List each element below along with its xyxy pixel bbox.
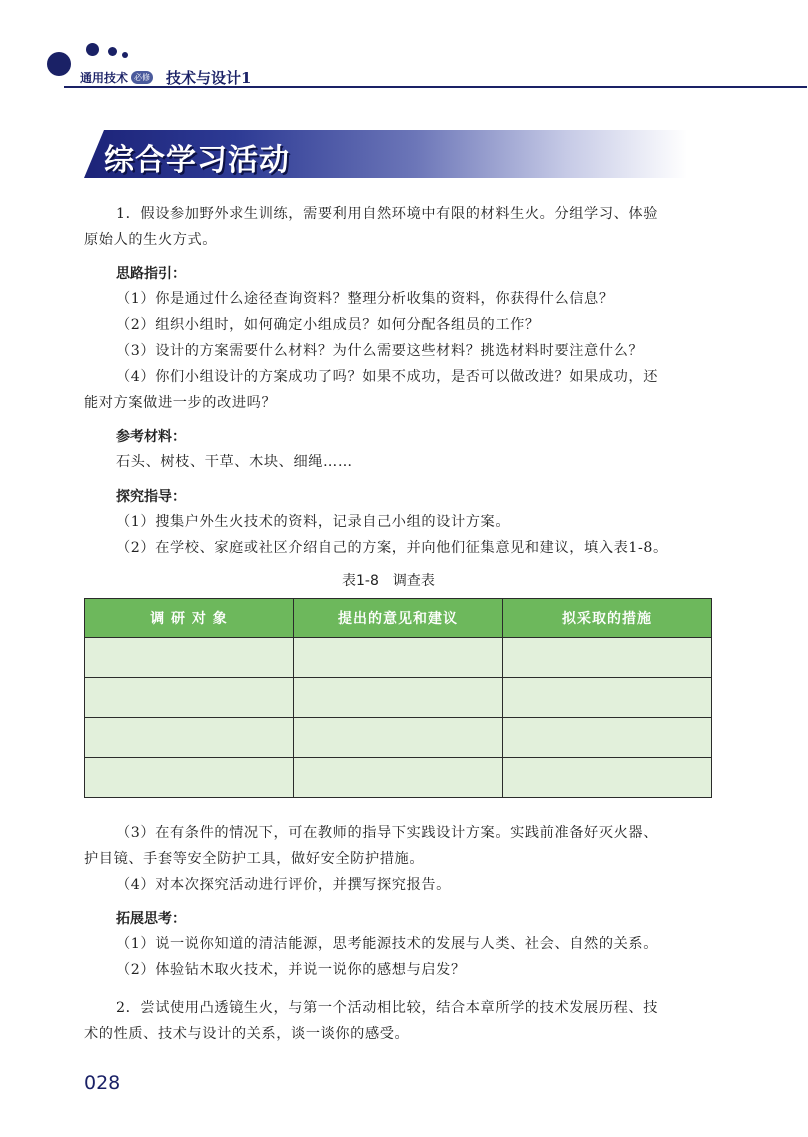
table-cell	[294, 718, 503, 758]
table-cell	[85, 678, 294, 718]
table-cell	[85, 718, 294, 758]
header-book-name: 通用技术	[80, 71, 129, 85]
inquiry-item: （4）对本次探究活动进行评价，并撰写探究报告。	[116, 877, 451, 893]
inquiry-item: （3）在有条件的情况下，可在教师的指导下实践设计方案。实践前准备好灭火器、	[116, 825, 658, 841]
dot-tiny-icon	[122, 52, 128, 58]
header-badge: 必修	[131, 71, 153, 84]
table-cell	[503, 638, 712, 678]
guide-item: （1）你是通过什么途径查询资料？整理分析收集的资料，你获得什么信息？	[116, 291, 614, 307]
page-number: 028	[84, 1072, 121, 1094]
activity1-line2: 原始人的生火方式。	[84, 232, 218, 248]
table-cell	[294, 638, 503, 678]
table-row	[85, 638, 712, 678]
activity2-line2: 术的性质、技术与设计的关系，谈一谈你的感受。	[84, 1026, 410, 1042]
table-caption: 表1-8 调查表	[342, 573, 435, 589]
table-header-cell: 提出的意见和建议	[294, 599, 503, 638]
guide-item: 能对方案做进一步的改进吗？	[84, 395, 277, 411]
materials-text: 石头、树枝、干草、木块、细绳……	[116, 454, 353, 470]
table-cell	[85, 638, 294, 678]
inquiry-item: （1）搜集户外生火技术的资料，记录自己小组的设计方案。	[116, 514, 511, 530]
guide-item: （3）设计的方案需要什么材料？为什么需要这些材料？挑选材料时要注意什么？	[116, 343, 644, 359]
table-cell	[503, 758, 712, 798]
extend-item: （1）说一说你知道的清洁能源，思考能源技术的发展与人类、社会、自然的关系。	[116, 936, 658, 952]
section-title: 综合学习活动	[104, 143, 290, 178]
inquiry-item: 护目镜、手套等安全防护工具，做好安全防护措施。	[84, 851, 425, 867]
table-cell	[503, 718, 712, 758]
guide-item: （2）组织小组时，如何确定小组成员？如何分配各组员的工作？	[116, 317, 540, 333]
materials-heading: 参考材料：	[116, 429, 186, 445]
table-header-cell: 拟采取的措施	[503, 599, 712, 638]
table-cell	[85, 758, 294, 798]
dot-large-icon	[47, 52, 71, 76]
table-row	[85, 678, 712, 718]
activity1-line1: 1．假设参加野外求生训练，需要利用自然环境中有限的材料生火。分组学习、体验	[116, 206, 658, 222]
inquiry-heading: 探究指导：	[116, 489, 186, 505]
table-header-row	[85, 599, 712, 638]
table-header-cell: 调 研 对 象	[85, 599, 294, 638]
extend-heading: 拓展思考：	[116, 911, 186, 927]
extend-item: （2）体验钻木取火技术，并说一说你的感想与启发？	[116, 962, 466, 978]
guide-heading: 思路指引：	[116, 266, 186, 282]
guide-item: （4）你们小组设计的方案成功了吗？如果不成功，是否可以做改进？如果成功，还	[116, 369, 658, 385]
table-cell	[294, 758, 503, 798]
dot-small-icon	[108, 47, 117, 56]
dot-medium-icon	[86, 43, 99, 56]
table-row	[85, 758, 712, 798]
table-cell	[294, 678, 503, 718]
header-title: 技术与设计1	[166, 69, 252, 87]
survey-table	[84, 598, 712, 798]
inquiry-item: （2）在学校、家庭或社区介绍自己的方案，并向他们征集意见和建议，填入表1-8。	[116, 540, 668, 556]
table-cell	[503, 678, 712, 718]
table-row	[85, 718, 712, 758]
activity2-line1: 2．尝试使用凸透镜生火，与第一个活动相比较，结合本章所学的技术发展历程、技	[116, 1000, 658, 1016]
